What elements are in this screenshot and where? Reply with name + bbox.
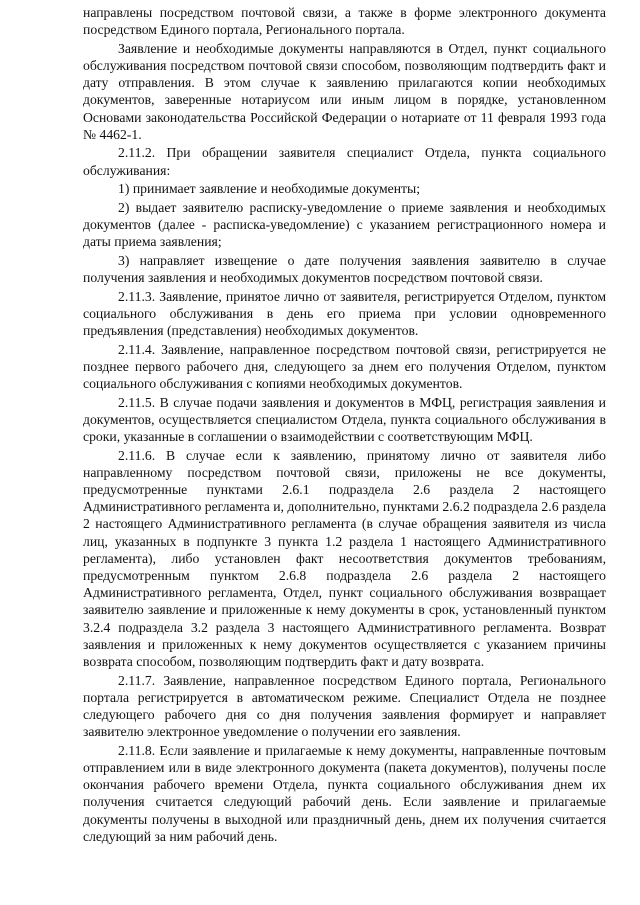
paragraph-2-11-2: 2.11.2. При обращении заявителя специалист Отдела, пункта социального обслуживания: <box>83 145 606 178</box>
paragraph-2-11-7: 2.11.7. Заявление, направленное посредством Единого портала, Регионального портала регистрируется в автоматическом режиме. Специалист Отдела не позднее следующего рабочего дня со дня получения заявления формирует и направляет заявителю электронное уведомление о получении его заявления. <box>83 672 606 740</box>
paragraph-continuation: направлены посредством почтовой связи, а также в форме электронного документа посредством Единого портала, Регионального портала. <box>83 5 606 38</box>
list-item-3: 3) направляет извещение о дате получения заявления заявителю в случае получения заявления и необходимых документов посредством почтовой связи. <box>83 252 606 285</box>
paragraph-2-11-3: 2.11.3. Заявление, принятое лично от заявителя, регистрируется Отделом, пунктом социального обслуживания в день его приема при условии одновременного предъявления (представления) необходимых документов. <box>83 288 606 338</box>
list-item-1: 1) принимает заявление и необходимые документы; <box>118 181 421 197</box>
paragraph-2-11-8: 2.11.8. Если заявление и прилагаемые к нему документы, направленные почтовым отправлением или в виде электронного документа (пакета документов), получены после окончания рабочего времени Отдела, пункта социального обслуживания днем их получения считается следующий рабочий день. Если заявление и прилагаемые документы получены в выходной или праздничный день, днем их получения считается следующий за ним рабочий день. <box>83 742 606 844</box>
list-item-2: 2) выдает заявителю расписку-уведомление о приеме заявления и необходимых документов (далее - расписка-уведомление) с указанием регистрационного номера и даты приема заявления; <box>83 199 606 250</box>
paragraph-postal-submission: Заявление и необходимые документы направляются в Отдел, пункт социального обслуживания посредством почтовой связи способом, позволяющим подтвердить факт и дату отправления. В этом случае к заявлению прилагаются копии необходимых документов, заверенные нотариусом или иным лицом в порядке, установленном Основами законодательства Российской Федерации о нотариате от 11 февраля 1993 года № 4462-1. <box>83 40 606 142</box>
paragraph-2-11-4: 2.11.4. Заявление, направленное посредством почтовой связи, регистрируется не позднее первого рабочего дня, следующего за днем его получения Отделом, пунктом социального обслуживания с копиями необходимых документов. <box>83 341 606 391</box>
paragraph-2-11-5: 2.11.5. В случае подачи заявления и документов в МФЦ, регистрация заявления и документов, осуществляется специалистом Отдела, пункта социального обслуживания в сроки, указанные в соглашении о взаимодействии с соответствующим МФЦ. <box>83 394 606 444</box>
paragraph-2-11-6: 2.11.6. В случае если к заявлению, принятому лично от заявителя либо направленному посредством почтовой связи, приложены не все документы, предусмотренные пунктами 2.6.1 подраздела 2.6 раздела 2 настоящего Административного регламента и, дополнительно, пунктами 2.6.2 подраздела 2.6 раздела 2 настоящего Административного регламента (в случае обращения заявителя из числа лиц, указанных в подпункте 3 пункта 1.2 раздела 1 настоящего Административного регламента), либо установлен факт несоответствия документов требованиям, предусмотренным пунктом 2.6.8 подраздела 2.6 раздела 2 настоящего Административного регламента, Отдел, пункт социального обслуживания возвращает заявителю заявление и приложенные к нему документы в срок, установленный пунктом 3.2.4 подраздела 3.2 раздела 3 настоящего Административного регламента. Возврат заявления и приложенных к нему документов осуществляется с указанием причины возврата способом, позволяющим подтвердить факт и дату возврата. <box>83 447 606 670</box>
